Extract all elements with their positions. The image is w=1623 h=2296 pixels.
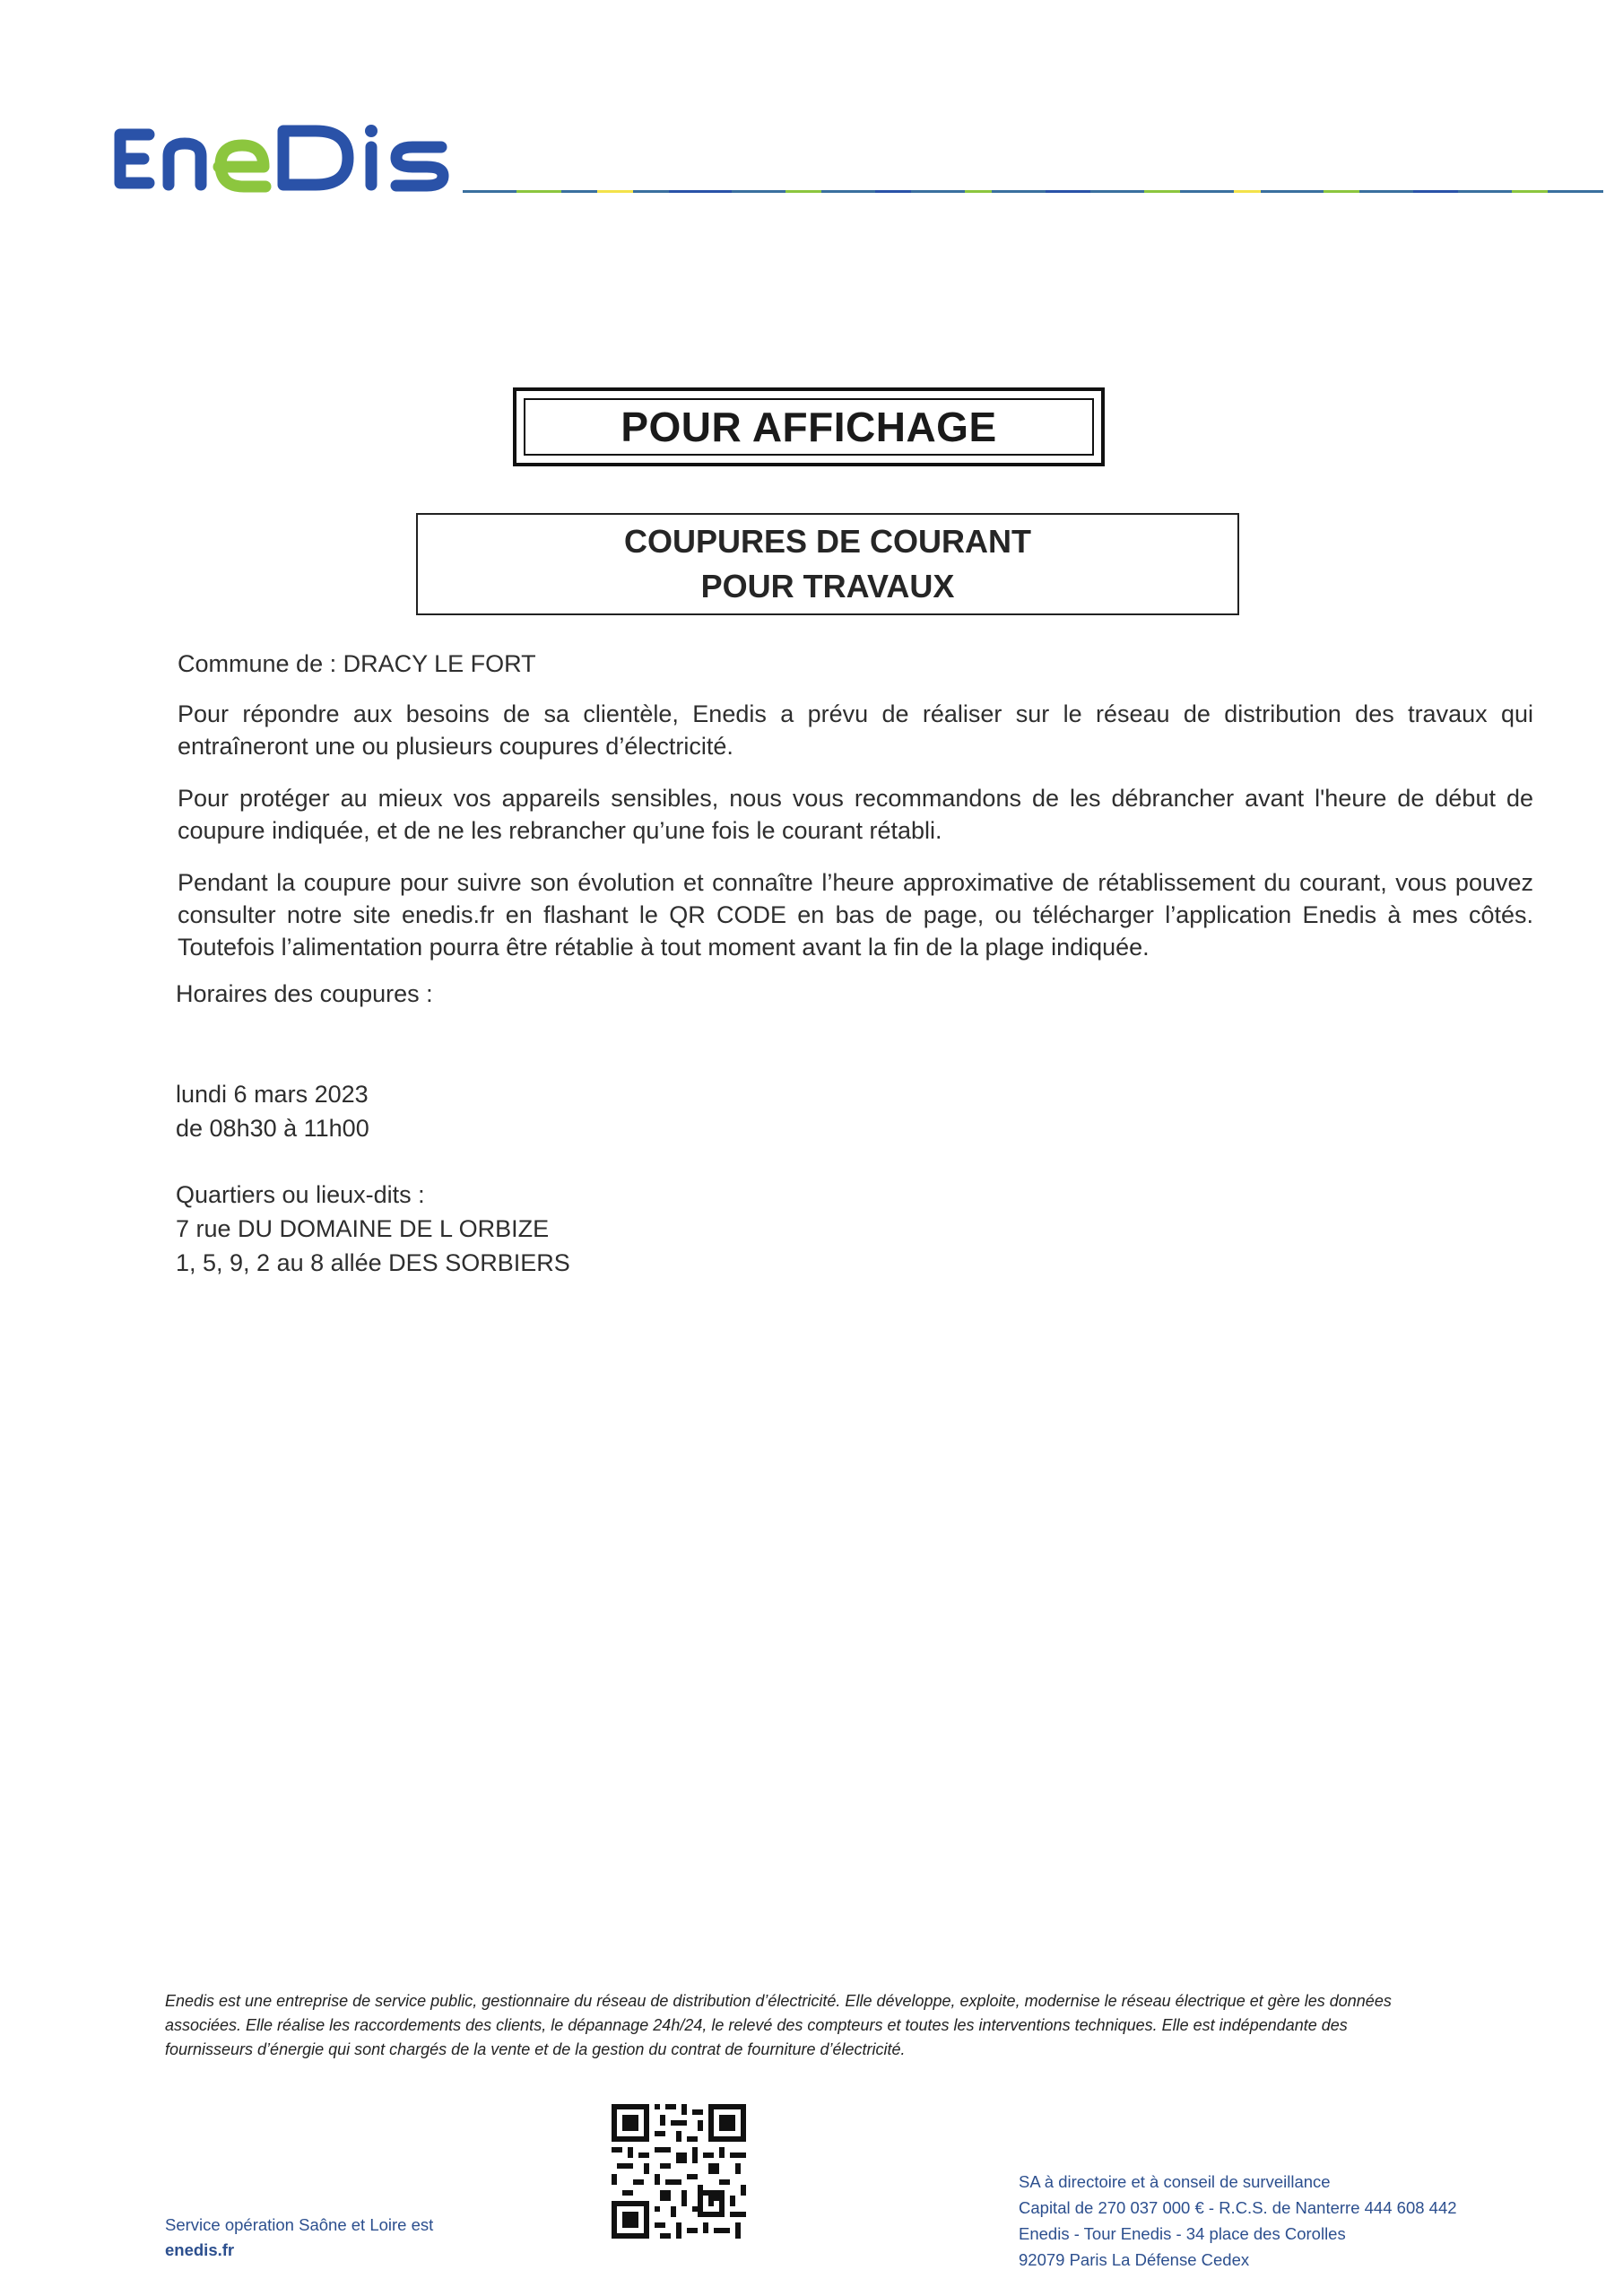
footer-disclaimer (165, 1989, 1492, 2062)
service-name: Service opération Saône et Loire est (165, 2215, 434, 2234)
header-rule (463, 188, 1603, 196)
locations-label: Quartiers ou lieux-dits : (176, 1181, 425, 1208)
address-item: 1, 5, 9, 2 au 8 allée DES SORBIERS (176, 1249, 570, 1276)
subtitle-box (416, 513, 1239, 615)
commune-line: Commune de : DRACY LE FORT (178, 650, 536, 677)
subtitle-line-2: POUR TRAVAUX (700, 568, 955, 604)
page-title: POUR AFFICHAGE (524, 398, 1094, 456)
legal-line: 92079 Paris La Défense Cedex (1019, 2250, 1250, 2269)
address-item: 7 rue DU DOMAINE DE L ORBIZE (176, 1215, 550, 1242)
legal-info (1019, 2169, 1457, 2273)
paragraph-protection: Pour protéger au mieux vos appareils sensibles, nous vous recommandons de les débrancher avant l'heure de début de coupure indiquée, et de ne les rebrancher qu’une fois le courant rétabli. (178, 785, 1533, 844)
qr-code-icon[interactable] (612, 2104, 746, 2239)
disclaimer-line: Enedis est une entreprise de service public, gestionnaire du réseau de distribution d’électricité. Elle développe, exploite, modernise le réseau électrique et gère les données (165, 1992, 1392, 2010)
enedis-logo (113, 115, 454, 201)
legal-line: SA à directoire et à conseil de surveillance (1019, 2172, 1331, 2191)
website-link[interactable]: enedis.fr (165, 2240, 235, 2259)
schedule-time: de 08h30 à 11h00 (176, 1115, 369, 1142)
legal-line: Capital de 270 037 000 € - R.C.S. de Nanterre 444 608 442 (1019, 2198, 1457, 2217)
paragraph-intro: Pour répondre aux besoins de sa clientèle, Enedis a prévu de réaliser sur le réseau de distribution des travaux qui entraîneront une ou plusieurs coupures d’électricité. (178, 700, 1533, 760)
disclaimer-line: associées. Elle réalise les raccordements des clients, le dépannage 24h/24, le relevé des compteurs et toutes les interventions techniques. Elle est indépendante des (165, 2016, 1348, 2034)
schedule-date: lundi 6 mars 2023 (176, 1081, 369, 1108)
disclaimer-line: fournisseurs d’énergie qui sont chargés de la vente et de la gestion du contrat de fourniture d’électricité. (165, 2040, 906, 2058)
subtitle-line-1: COUPURES DE COURANT (623, 523, 1032, 560)
title-box (513, 387, 1105, 466)
paragraph-followup: Pendant la coupure pour suivre son évolution et connaître l’heure approximative de rétablissement du courant, vous pouvez consulter notre site enedis.fr en flashant le QR CODE en bas de page, ou télécharger l’application Enedis à mes côtés. Toutefois l’alimentation pourra être rétablie à tout moment avant la fin de la plage indiquée. (178, 869, 1533, 961)
schedule-label: Horaires des coupures : (176, 980, 433, 1007)
legal-line: Enedis - Tour Enedis - 34 place des Corolles (1019, 2224, 1346, 2243)
